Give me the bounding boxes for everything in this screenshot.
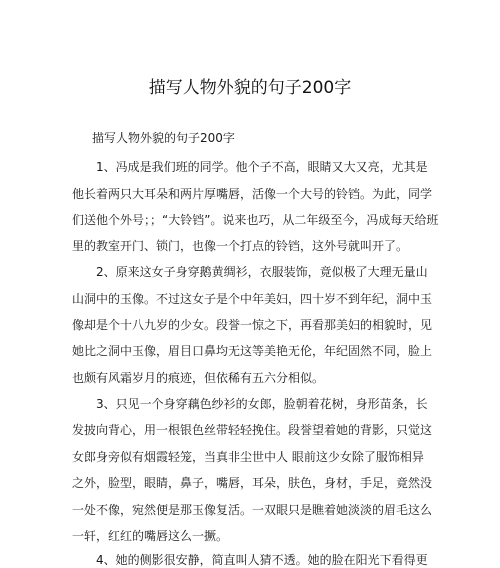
paragraph-line: 3、只见一个身穿藕色纱衫的女郎，脸朝着花树，身形苗条，长	[96, 397, 428, 411]
paragraph-line: 1、冯成是我们班的同学。他个子不高，眼睛又大又亮，尤其是	[96, 160, 428, 174]
paragraph-line: 里的教室开门、锁门，也像一个打点的铃铛，这外号就叫开了。	[72, 239, 409, 253]
paragraph-line: 一轩，红红的嘴唇这么一撅。	[72, 529, 229, 543]
paragraph-line: 一处不像，宛然便是那玉像复活。一双眼只是瞧着她淡淡的眉毛这么	[72, 503, 433, 517]
paragraph-line: 女郎身旁似有烟霞轻笼，当真非尘世中人 眼前这少女除了服饰相异	[72, 450, 424, 464]
paragraph-line: 他长着两只大耳朵和两片厚嘴唇，活像一个大号的铃铛。为此，同学	[72, 187, 433, 201]
paragraph-line: 像却是个十八九岁的少女。段誉一惊之下，再看那美妇的相貌时，见	[72, 318, 433, 332]
document-subtitle: 描写人物外貌的句子200字	[92, 131, 235, 145]
paragraph-line: 2、原来这女子身穿鹅黄绸衫，衣服装饰，竟似极了大理无量山	[96, 265, 428, 279]
paragraph-line: 山洞中的玉像。不过这女子是个中年美妇，四十岁不到年纪，洞中玉	[72, 292, 433, 306]
paragraph-line: 4、她的侧影很安静，简直叫人猜不透。她的脸在阳光下看得更	[96, 553, 428, 567]
document-title: 描写人物外貌的句子200字	[148, 78, 352, 98]
paragraph-line: 也颇有风霜岁月的痕迹，但依稀有五六分相似。	[72, 371, 325, 385]
paragraph-line: 们送他个外号；；“大铃铛”。说来也巧，从二年级至今，冯成每天给班	[72, 213, 439, 227]
paragraph-line: 发披向背心，用一根银色丝带轻轻挽住。段誉望着她的背影，只觉这	[72, 423, 433, 437]
paragraph-line: 之外，脸型，眼睛，鼻子，嘴唇，耳朵，肤色，身材，手足，竟然没	[72, 476, 433, 490]
paragraph-line: 她比之洞中玉像，眉目口鼻均无这等美艳无伦，年纪固然不同，脸上	[72, 344, 433, 358]
